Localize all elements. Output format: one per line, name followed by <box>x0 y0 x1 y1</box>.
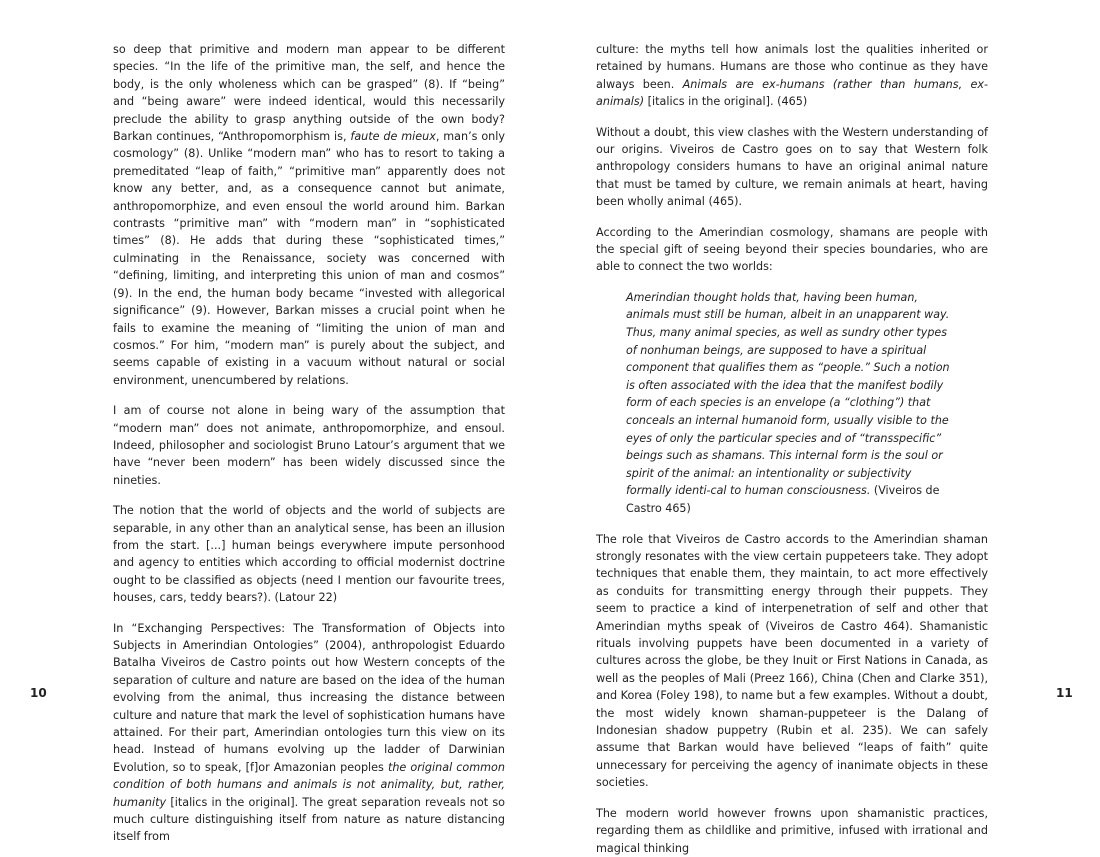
paragraph: The modern world however frowns upon shamanistic practices, regarding them as childlike and primitive, infused with irrational and magical thinking <box>596 806 988 855</box>
paragraph: so deep that primitive and modern man appear to be different species. “In the life of the primitive man, the self, and hence the body, is the only wholeness which can be grasped” (8). If “being” and “being aware” were indeed identical, would this necessarily preclude the ability to grasp anything outside of the own body? Barkan continues, “Anthropomorphism is, faute de mieux, man’s only cosmology” (8). Unlike “modern man” who has to resort to taking a premeditated “leap of faith,” “primitive man” apparently does not know any better, and, as a consequence cannot but animate, anthropomorphize, and even ensoul the world around him. Barkan contrasts “primitive man” with “modern man” in “sophisticated times” (8). He adds that during these “sophisticated times,” culminating in the Renaissance, society was concerned with “defining, limiting, and interpreting this union of man and cosmos” (9). In the end, the human body became “invested with allegorical significance” (9). However, Barkan misses a crucial point when he fails to examine the meaning of “limiting the union of man and cosmos.” For him, “modern man” is purely about the subject, and seems capable of existing in a vacuum without natural or social environment, unencumbered by relations. <box>113 43 505 387</box>
right-page-column <box>596 41 988 857</box>
page-number-right: 11 <box>1056 686 1073 700</box>
left-page-column <box>113 41 505 846</box>
page-number-left: 10 <box>30 686 47 700</box>
block-quote-latour: The notion that the world of objects and the world of subjects are separable, in any other than an analytical sense, has been an illusion from the start. [...] human beings everywhere impute personhood and agency to entities which according to official modernist doctrine ought to be classified as objects (need I mention our favourite trees, houses, cars, teddy bears?). (Latour 22) <box>113 504 505 605</box>
block-quote-viveiros: Amerindian thought holds that, having been human, animals must still be human, albeit in an unapparent way. Thus, many animal species, as well as sundry other types of nonhuman beings, are supposed to have a spiritual component that qualifies them as “people.” Such a notion is often associated with the idea that the manifest bodily form of each species is an envelope (a “clothing”) that conceals an internal humanoid form, usually visible to the eyes of only the particular species and of “transspecific” beings such as shamans. This internal form is the soul or spirit of the animal: an intentionality or subjectivity formally identi-cal to human consciousness. (Viveiros de Castro 465) <box>626 290 950 515</box>
paragraph: culture: the myths tell how animals lost the qualities inherited or retained by humans. Humans are those who continue as they have always been. Animals are ex-humans (rather than humans, ex-animals) [italics in the original]. (465) <box>596 43 988 109</box>
paragraph: According to the Amerindian cosmology, shamans are people with the special gift of seeing beyond their species boundaries, who are able to connect the two worlds: <box>596 225 988 274</box>
paragraph: In “Exchanging Perspectives: The Transformation of Objects into Subjects in Amerindian Ontologies” (2004), anthropologist Eduardo Batalha Viveiros de Castro points out how Western concepts of the separation of culture and nature are based on the idea of the human evolving from the animal, thus increasing the distance between culture and nature that mark the level of sophistication humans have attained. For their part, Amerindian ontologies turn this view on its head. Instead of humans evolving up the ladder of Darwinian Evolution, so to speak, [f]or Amazonian peoples the original common condition of both humans and animals is not animality, but, rather, humanity [italics in the original]. The great separation reveals not so much culture distinguishing itself from nature as nature distancing itself from <box>113 621 505 844</box>
paragraph: Without a doubt, this view clashes with the Western understanding of our origins. Viveiros de Castro goes on to say that Western folk anthropology considers humans to have an original animal nature that must be tamed by culture, we remain animals at heart, having been wholly animal (465). <box>596 125 988 209</box>
paragraph: The role that Viveiros de Castro accords to the Amerindian shaman strongly resonates with the view certain puppeteers take. They adopt techniques that enable them, they maintain, to act more effectively as conduits for transmitting energy through their puppets. They seem to practice a kind of interpenetration of self and other that Amerindian myths speak of (Viveiros de Castro 464). Shamanistic rituals involving puppets have been documented in a variety of cultures across the globe, be they Inuit or First Nations in Canada, as well as the peoples of Mali (Preez 166), China (Chen and Clarke 351), and Korea (Foley 198), to name but a few examples. Without a doubt, the most widely known shaman-puppeteer is the Dalang of Indonesian shadow puppetry (Rubin et al. 235). We can safely assume that Barkan would have believed “leaps of faith” quite unnecessary for perceiving the agency of inanimate objects in these societies. <box>596 532 988 790</box>
paragraph: I am of course not alone in being wary of the assumption that “modern man” does not animate, anthropomorphize, and ensoul. Indeed, philosopher and sociologist Bruno Latour’s argument that we have “never been modern” has been widely discussed since the nineties. <box>113 404 505 487</box>
